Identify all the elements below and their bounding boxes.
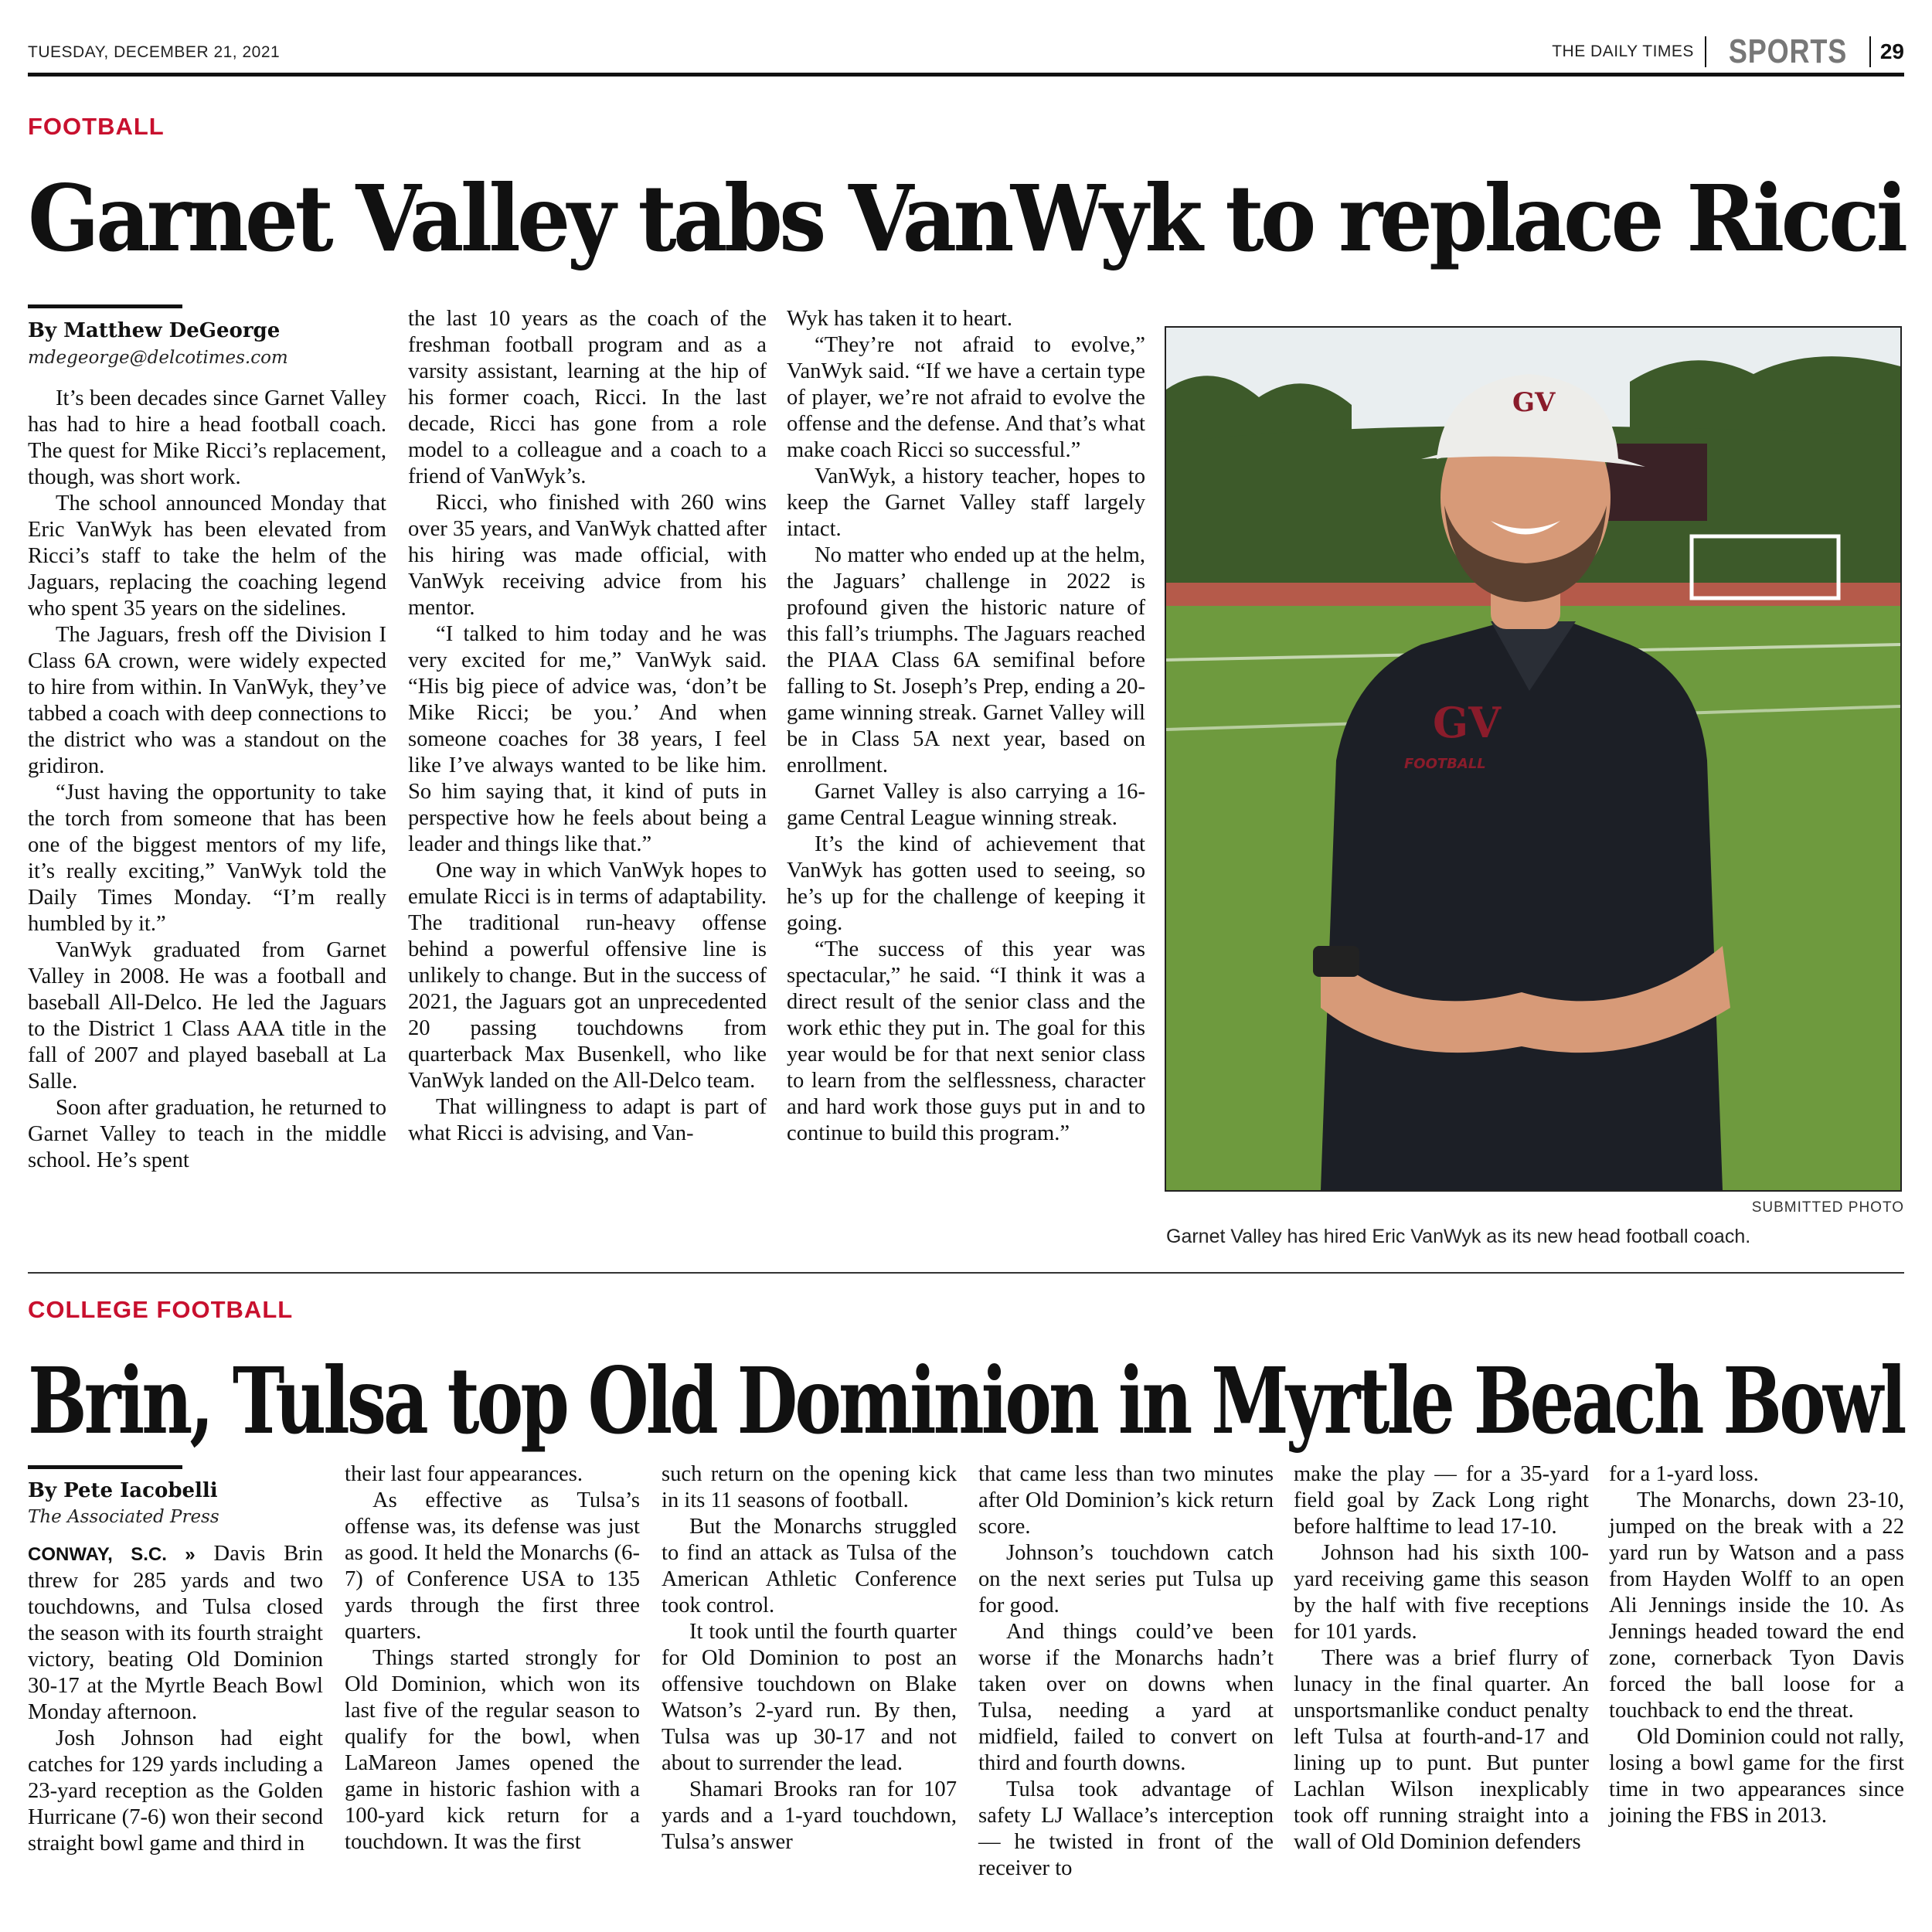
paragraph: Things started strongly for Old Dominion, which won its last five of the regular season to qualify for the bowl, when LaMareon James opened the game in historic fashion with a 100-yard kick return for a touchdown. It was the first: [345, 1646, 640, 1854]
story2-column-4: [978, 1461, 1274, 1882]
paragraph: Shamari Brooks ran for 107 yards and a 1-yard touchdown, Tulsa’s answer: [662, 1777, 957, 1854]
story2-column-3: [662, 1461, 957, 1855]
story2-column-1: [28, 1541, 323, 1857]
paragraph: That willingness to adapt is part of what Ricci is advising, and Van-: [408, 1095, 767, 1145]
header-divider: [1705, 36, 1706, 67]
paragraph: There was a brief flurry of lunacy in the final quarter. An unsportsmanlike conduct penalty left Tulsa at fourth-and-17 and lining up to punt. But punter Lachlan Wilson inexplicably took off running straight into a wall of Old Dominion defenders: [1294, 1646, 1589, 1854]
paragraph: “They’re not afraid to evolve,” VanWyk said. “If we have a certain type of player, we’re not afraid to evolve the offense and the defense. And that’s what make coach Ricci so successful.”: [787, 333, 1145, 462]
paragraph: The Monarchs, down 23-10, jumped on the break with a 22 yard run by Watson and a pass from Hayden Wolff to an open Ali Jennings inside the 10. As Jennings headed toward the end zone, cornerback Tyon Davis forced the ball loose for a touchback to end the threat.: [1609, 1488, 1904, 1723]
paragraph: “Just having the opportunity to take the torch from someone that has been one of the biggest mentors of my life, it’s really exciting,” VanWyk told the Daily Times Monday. “I’m really humbled by it.”: [28, 781, 386, 936]
story2-headline: Brin, Tulsa top Old Dominion in Myrtle Beach Bowl: [28, 1347, 1904, 1454]
paragraph: for a 1-yard loss.: [1609, 1462, 1759, 1486]
story1-headline: Garnet Valley tabs VanWyk to replace Ricci: [28, 165, 1905, 272]
shirt-logo: GV: [1433, 698, 1502, 747]
story1-kicker: FOOTBALL: [28, 113, 165, 140]
story2-byline-rule: [28, 1465, 182, 1469]
page-date: TUESDAY, DECEMBER 21, 2021: [28, 43, 281, 61]
paragraph: Garnet Valley is also carrying a 16-game Central League winning streak.: [787, 780, 1145, 830]
paragraph: One way in which VanWyk hopes to emulate Ricci is in terms of adaptability. The traditional run-heavy offense behind a powerful offensive line is unlikely to change. But in the success of 2021, the Jaguars got an unprecedented 20 passing touchdowns from quarterback Max Busenkell, who like VanWyk landed on the All-Delco team.: [408, 859, 767, 1093]
page-header-right: [1552, 32, 1904, 71]
paragraph: Wyk has taken it to heart.: [787, 307, 1013, 331]
story2-kicker: COLLEGE FOOTBALL: [28, 1296, 294, 1323]
paragraph: No matter who ended up at the helm, the Jaguars’ challenge in 2022 is profound given the historic nature of this fall’s triumphs. The Jaguars reached the PIAA Class 6A semifinal before falling to St. Joseph’s Prep, ending a 20-game winning streak. Garnet Valley will be in Class 5A next year, based on enrollment.: [787, 543, 1145, 777]
header-rule: [28, 73, 1904, 77]
coach-shirt: [1321, 621, 1723, 1190]
paragraph: Johnson had his sixth 100-yard receiving game this season by the half with five receptions for 101 yards.: [1294, 1541, 1589, 1644]
shirt-logo-text: FOOTBALL: [1404, 756, 1486, 772]
paragraph: And things could’ve been worse if the Monarchs hadn’t taken over on downs when Tulsa, needing a yard at midfield, failed to convert on third and fourth downs.: [978, 1620, 1274, 1775]
paragraph: Johnson’s touchdown catch on the next series put Tulsa up for good.: [978, 1541, 1274, 1617]
paragraph: It’s been decades since Garnet Valley has had to hire a head football coach. The quest for Mike Ricci’s replacement, though, was short work.: [28, 386, 386, 489]
paragraph: The Jaguars, fresh off the Division I Class 6A crown, were widely expected to hire from within. In VanWyk, they’ve tabbed a coach with deep connections to the district who was a standout on the gridiron.: [28, 623, 386, 778]
newspaper-name: THE DAILY TIMES: [1552, 43, 1694, 60]
paragraph: The school announced Monday that Eric VanWyk has been elevated from Ricci’s staff to take the helm of the Jaguars, replacing the coaching legend who spent 35 years on the sidelines.: [28, 492, 386, 621]
watch: [1313, 946, 1359, 977]
paragraph: [28, 1541, 323, 1726]
photo-caption: Garnet Valley has hired Eric VanWyk as its new head football coach.: [1166, 1226, 1751, 1247]
cap-logo: GV: [1512, 387, 1556, 418]
story1-byline: By Matthew DeGeorge: [28, 319, 281, 342]
page-number: 29: [1879, 39, 1904, 63]
story1-column-2: [408, 306, 767, 1147]
story2-column-5: [1294, 1461, 1589, 1855]
paragraph: “I talked to him today and he was very excited for me,” VanWyk said. “His big piece of advice was, ‘don’t be Mike Ricci; be you.’ And when someone coaches for 38 years, I feel like I’ve always wanted to be like him. So him saying that, it kind of puts in perspective how he feels about being a leader and things like that.”: [408, 622, 767, 856]
section-name: SPORTS: [1728, 32, 1848, 70]
paragraph-text: Davis Brin threw for 285 yards and two touchdowns, and Tulsa closed the season with its fourth straight victory, beating Old Dominion 30-17 at the Myrtle Beach Bowl Monday afternoon.: [28, 1542, 323, 1724]
story2-byline: By Pete Iacobelli: [28, 1479, 218, 1502]
paragraph: VanWyk, a history teacher, hopes to keep the Garnet Valley staff largely intact.: [787, 464, 1145, 541]
paragraph: make the play — for a 35-yard field goal by Zack Long right before halftime to lead 17-10.: [1294, 1462, 1589, 1539]
story1-email: mdegeorge@delcotimes.com: [28, 348, 288, 368]
story2-agency: The Associated Press: [28, 1507, 219, 1527]
dateline: CONWAY, S.C. »: [28, 1544, 196, 1565]
paragraph: Ricci, who finished with 260 wins over 35 years, and VanWyk chatted after his hiring was made official, with VanWyk receiving advice from his mentor.: [408, 491, 767, 620]
photo-credit: SUBMITTED PHOTO: [1751, 1199, 1904, 1216]
paragraph: Tulsa took advantage of safety LJ Wallace’s interception — he twisted in front of the receiver to: [978, 1777, 1274, 1880]
paragraph: As effective as Tulsa’s offense was, its defense was just as good. It held the Monarchs (6-7) of Conference USA to 135 yards through the first three quarters.: [345, 1488, 640, 1644]
paragraph: Soon after graduation, he returned to Garnet Valley to teach in the middle school. He’s spent: [28, 1096, 386, 1172]
coach-photo-illustration: [1166, 328, 1900, 1190]
paragraph: the last 10 years as the coach of the freshman football program and as a varsity assistant, learning at the hip of his former coach, Ricci. In the last decade, Ricci has gone from a role model to a colleague and a coach to a friend of VanWyk’s.: [408, 307, 767, 488]
story1-column-3: [787, 306, 1145, 1147]
paragraph: “The success of this year was spectacular,” he said. “I think it was a direct result of the senior class and the work ethic they put in. The goal for this year would be for that next senior class to learn from the selflessness, character and hard work those guys put in and to continue to build this program.”: [787, 937, 1145, 1145]
paragraph: such return on the opening kick in its 11 seasons of football.: [662, 1462, 957, 1512]
story2-column-2: [345, 1461, 640, 1855]
paragraph: It’s the kind of achievement that VanWyk has gotten used to seeing, so he’s up for the challenge of keeping it going.: [787, 832, 1145, 935]
paragraph: It took until the fourth quarter for Old Dominion to post an offensive touchdown on Blake Watson’s 2-yard run. By then, Tulsa was up 30-17 and not about to surrender the lead.: [662, 1620, 957, 1775]
story1-column-1: [28, 386, 386, 1174]
story1-byline-rule: [28, 304, 182, 308]
paragraph: VanWyk graduated from Garnet Valley in 2008. He was a football and baseball All-Delco. He led the Jaguars to the District 1 Class AAA title in the fall of 2007 and played baseball at La Salle.: [28, 938, 386, 1094]
story-divider: [28, 1272, 1904, 1274]
story2-column-6: [1609, 1461, 1904, 1829]
paragraph: Old Dominion could not rally, losing a bowl game for the first time in two appearances since joining the FBS in 2013.: [1609, 1725, 1904, 1828]
scoreboard: [1607, 444, 1707, 521]
paragraph: their last four appearances.: [345, 1462, 583, 1486]
paragraph: Josh Johnson had eight catches for 129 yards including a 23-yard reception as the Golden Hurricane (7-6) won their second straight bowl game and third in: [28, 1726, 323, 1855]
paragraph: that came less than two minutes after Old Dominion’s kick return score.: [978, 1462, 1274, 1539]
coach-photo: [1165, 326, 1902, 1192]
paragraph: But the Monarchs struggled to find an attack as Tulsa of the American Athletic Conference took control.: [662, 1515, 957, 1617]
